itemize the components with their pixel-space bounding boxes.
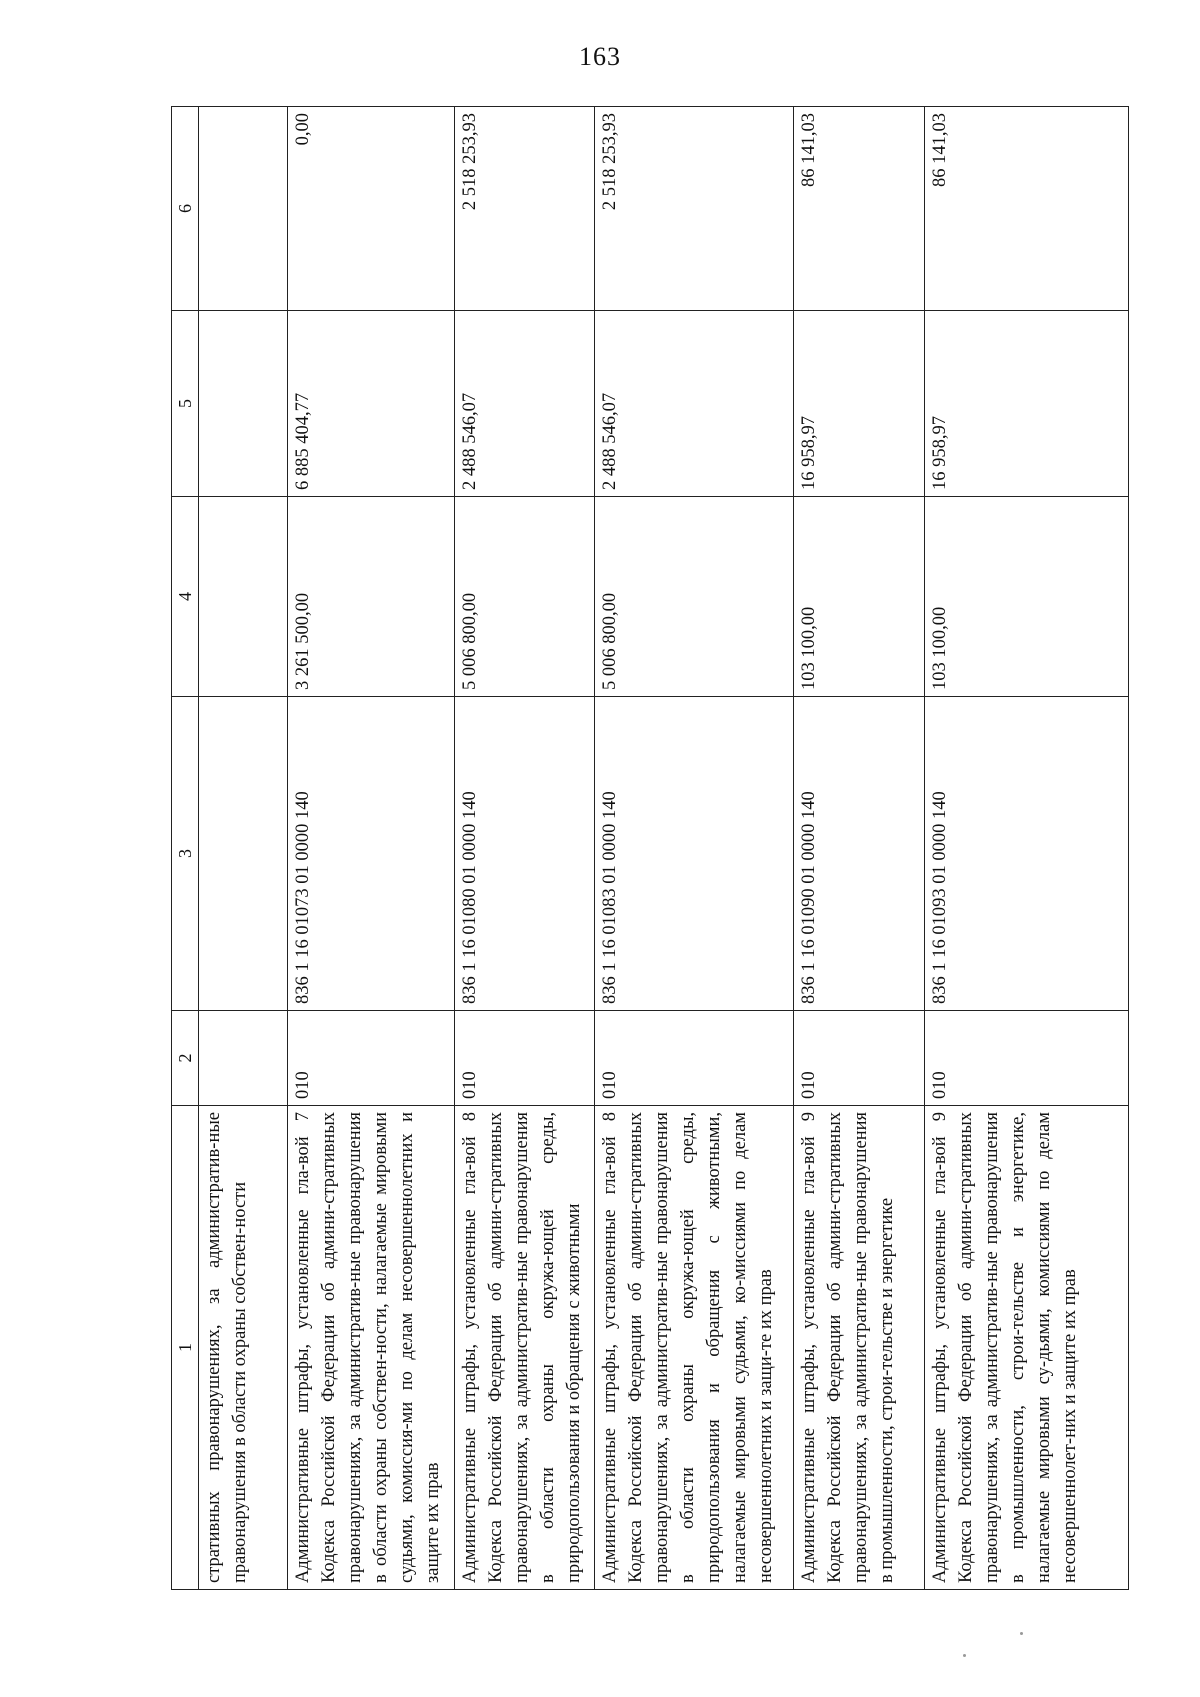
table-row [925, 107, 1129, 1590]
row-kbk [199, 697, 288, 1011]
row-description: Административные штрафы, установленные гла-вой 9 Кодекса Российской Федерации об админи-стративных правонарушениях, за административ-ные правонарушения в промышленности, строи-тельстве и энергетике [794, 1106, 925, 1590]
column-number-5: 5 [172, 311, 199, 497]
row-code: 010 [794, 1011, 925, 1106]
row-code: 010 [925, 1011, 1129, 1106]
row-amount-5: 6 885 404,77 [288, 311, 455, 497]
row-amount-6: 2 518 253,93 [455, 107, 595, 311]
budget-table [171, 106, 1129, 1590]
row-amount-6: 86 141,03 [925, 107, 1129, 311]
row-kbk: 836 1 16 01080 01 0000 140 [455, 697, 595, 1011]
row-code: 010 [288, 1011, 455, 1106]
row-code: 010 [595, 1011, 794, 1106]
table-row [199, 107, 288, 1590]
row-kbk: 836 1 16 01093 01 0000 140 [925, 697, 1129, 1011]
row-amount-5 [199, 311, 288, 497]
row-kbk: 836 1 16 01073 01 0000 140 [288, 697, 455, 1011]
row-amount-5: 16 958,97 [925, 311, 1129, 497]
row-amount-4 [199, 497, 288, 697]
table-row [595, 107, 794, 1590]
page-number: 163 [579, 42, 621, 71]
column-number-1: 1 [172, 1106, 199, 1590]
table-row [288, 107, 455, 1590]
row-kbk: 836 1 16 01083 01 0000 140 [595, 697, 794, 1011]
scan-speck [1020, 1632, 1023, 1635]
row-amount-5: 2 488 546,07 [455, 311, 595, 497]
column-number-4: 4 [172, 497, 199, 697]
row-code: 010 [455, 1011, 595, 1106]
row-code [199, 1011, 288, 1106]
row-amount-6: 2 518 253,93 [595, 107, 794, 311]
row-amount-5: 2 488 546,07 [595, 311, 794, 497]
row-description: Административные штрафы, установленные гла-вой 8 Кодекса Российской Федерации об админи-стративных правонарушениях, за административ-ные правонарушения в области охраны окружа-ющей среды, природопользования и обращения с животными [455, 1106, 595, 1590]
row-amount-4: 3 261 500,00 [288, 497, 455, 697]
column-number-3: 3 [172, 697, 199, 1011]
scan-speck [963, 1654, 966, 1657]
row-amount-4: 5 006 800,00 [595, 497, 794, 697]
table-header-row [172, 107, 199, 1590]
table-row [794, 107, 925, 1590]
row-description: Административные штрафы, установленные гла-вой 9 Кодекса Российской Федерации об админи-стративных правонарушениях, за административ-ные правонарушения в промышленности, строи-тельстве и энергетике, налагаемые мировыми су-дьями, комиссиями по делам несовершеннолет-них и защите их прав [925, 1106, 1129, 1590]
row-amount-4: 103 100,00 [925, 497, 1129, 697]
row-description: Административные штрафы, установленные гла-вой 8 Кодекса Российской Федерации об админи-стративных правонарушениях, за административ-ные правонарушения в области охраны окружа-ющей среды, природопользования и обращения с животными, налагаемые мировыми судьями, ко-миссиями по делам несовершеннолетних и защи-те их прав [595, 1106, 794, 1590]
column-number-6: 6 [172, 107, 199, 311]
row-kbk: 836 1 16 01090 01 0000 140 [794, 697, 925, 1011]
row-amount-4: 103 100,00 [794, 497, 925, 697]
row-description: Административные штрафы, установленные гла-вой 7 Кодекса Российской Федерации об админи-стративных правонарушениях, за административ-ные правонарушения в области охраны собствен-ности, налагаемые мировыми судьями, комиссия-ми по делам несовершеннолетних и защите их прав [288, 1106, 455, 1590]
table-row [455, 107, 595, 1590]
row-amount-5: 16 958,97 [794, 311, 925, 497]
row-description: стративных правонарушениях, за административ-ные правонарушения в области охраны собствен-ности [199, 1106, 288, 1590]
column-number-2: 2 [172, 1011, 199, 1106]
row-amount-6: 86 141,03 [794, 107, 925, 311]
rotated-table [171, 107, 1128, 1590]
row-amount-6: 0,00 [288, 107, 455, 311]
row-amount-6 [199, 107, 288, 311]
rotated-table-frame [171, 107, 1128, 1590]
row-amount-4: 5 006 800,00 [455, 497, 595, 697]
